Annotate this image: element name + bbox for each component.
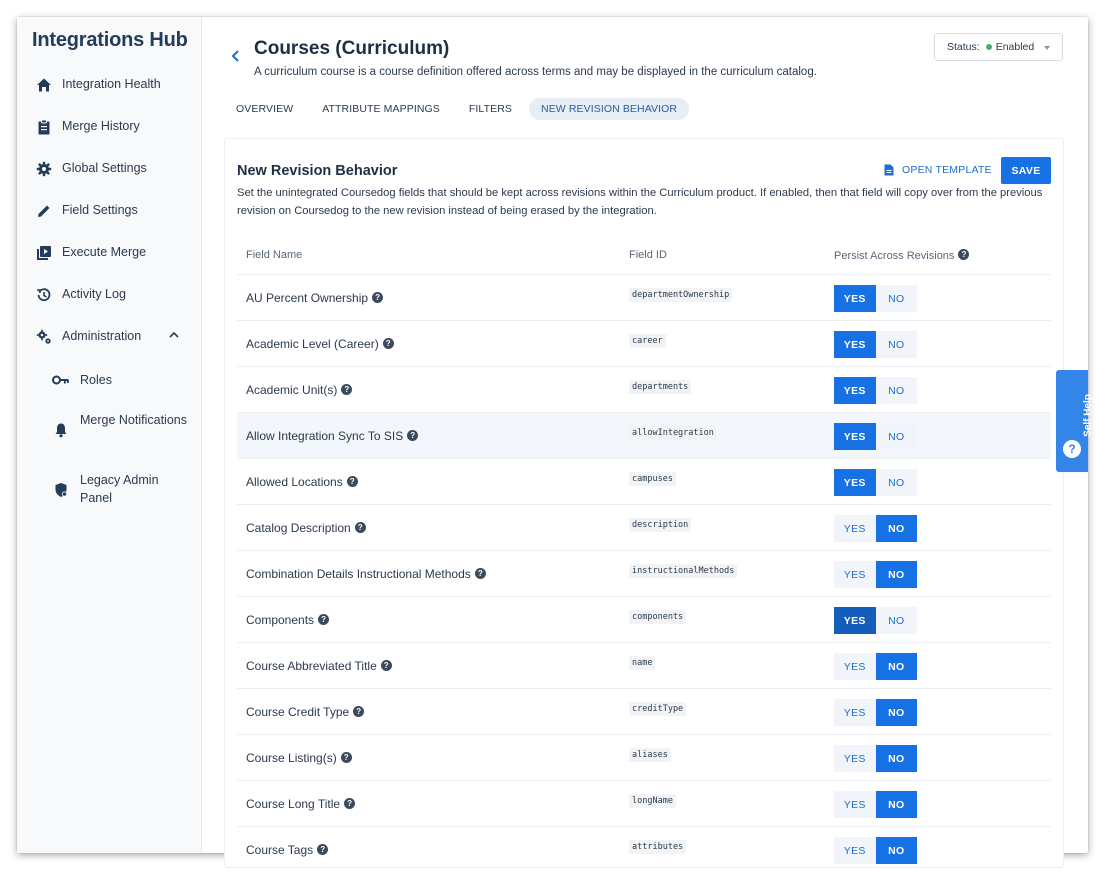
- field-name: [246, 705, 364, 719]
- no-button[interactable]: NO: [876, 791, 918, 818]
- help-icon[interactable]: ?: [475, 568, 486, 579]
- field-id: departments: [629, 380, 691, 394]
- persist-toggle: [834, 285, 917, 312]
- no-button[interactable]: NO: [876, 469, 918, 496]
- yes-button[interactable]: YES: [834, 423, 876, 450]
- sidebar-item-label: Legacy Admin Panel: [80, 473, 159, 505]
- no-button[interactable]: NO: [876, 699, 918, 726]
- field-name-label: Academic Unit(s): [246, 383, 338, 397]
- sidebar-item-label: Global Settings: [62, 161, 147, 175]
- help-icon[interactable]: ?: [318, 614, 329, 625]
- table-row: [237, 596, 1051, 642]
- persist-toggle: [834, 607, 917, 634]
- help-icon[interactable]: ?: [344, 798, 355, 809]
- back-arrow-icon[interactable]: [229, 49, 243, 63]
- field-name: [246, 613, 329, 627]
- field-name: [246, 475, 358, 489]
- column-header-persist: [834, 249, 969, 262]
- yes-button[interactable]: YES: [834, 653, 876, 680]
- sidebar-item-merge-history[interactable]: [17, 115, 202, 139]
- yes-button[interactable]: YES: [834, 791, 876, 818]
- help-icon[interactable]: ?: [372, 292, 383, 303]
- tab-filters[interactable]: FILTERS: [468, 103, 513, 115]
- field-id: components: [629, 610, 686, 624]
- key-icon: [52, 371, 70, 389]
- no-button[interactable]: NO: [876, 561, 918, 588]
- sidebar-item-label: Merge History: [62, 119, 140, 133]
- sidebar-item-merge-notifications[interactable]: [17, 411, 202, 451]
- field-id: aliases: [629, 748, 671, 762]
- help-icon[interactable]: ?: [383, 338, 394, 349]
- field-name-label: Course Abbreviated Title: [246, 659, 377, 673]
- help-icon[interactable]: ?: [407, 430, 418, 441]
- field-id: name: [629, 656, 655, 670]
- history-icon: [35, 286, 53, 304]
- help-icon[interactable]: ?: [317, 844, 328, 855]
- table-row: [237, 734, 1051, 780]
- status-label: Status:: [947, 41, 980, 53]
- field-id: career: [629, 334, 666, 348]
- page-subtitle: A curriculum course is a course definition offered across terms and may be displayed in the curriculum catalog.: [254, 66, 817, 78]
- yes-button[interactable]: YES: [834, 515, 876, 542]
- persist-toggle: [834, 745, 917, 772]
- no-button[interactable]: NO: [876, 377, 918, 404]
- persist-toggle: [834, 837, 917, 864]
- field-id: allowIntegration: [629, 426, 717, 440]
- sidebar-item-global-settings[interactable]: [17, 157, 202, 181]
- persist-toggle: [834, 423, 917, 450]
- home-icon: [35, 76, 53, 94]
- revision-behavior-panel: [224, 138, 1064, 868]
- field-name-label: Allowed Locations: [246, 475, 343, 489]
- help-icon[interactable]: ?: [341, 752, 352, 763]
- persist-toggle: [834, 515, 917, 542]
- sidebar-item-roles[interactable]: [17, 369, 202, 393]
- field-name-label: Allow Integration Sync To SIS: [246, 429, 404, 443]
- sidebar-item-field-settings[interactable]: [17, 199, 202, 223]
- table-row: [237, 458, 1051, 504]
- field-name-label: Course Listing(s): [246, 751, 337, 765]
- field-id: campuses: [629, 472, 676, 486]
- field-name-label: Course Long Title: [246, 797, 341, 811]
- panel-description: Set the unintegrated Coursedog fields that should be kept across revisions within the Curriculum product. If enabled, then that field will copy over from the previous revision on Coursedog to the new revision instead of being erased by the integration.: [237, 187, 1043, 217]
- table-row: [237, 688, 1051, 734]
- sidebar-item-label: Integration Health: [62, 77, 161, 91]
- yes-button[interactable]: YES: [834, 561, 876, 588]
- column-header-field-id: Field ID: [629, 249, 667, 261]
- yes-button[interactable]: YES: [834, 469, 876, 496]
- tab-bar: [224, 98, 694, 120]
- no-button[interactable]: NO: [876, 423, 918, 450]
- field-name: [246, 521, 366, 535]
- app-window: [17, 17, 1094, 857]
- table-row: [237, 366, 1051, 412]
- field-name: [246, 843, 328, 857]
- panel-title: New Revision Behavior: [237, 163, 398, 179]
- play-icon: [35, 244, 53, 262]
- field-name: [246, 567, 486, 581]
- tab-overview[interactable]: OVERVIEW: [236, 103, 294, 115]
- open-template-label: OPEN TEMPLATE: [902, 164, 992, 176]
- yes-button[interactable]: YES: [834, 745, 876, 772]
- question-icon: ?: [1063, 440, 1081, 458]
- field-id: attributes: [629, 840, 686, 854]
- status-value: Enabled: [995, 41, 1035, 53]
- status-dropdown[interactable]: [934, 33, 1063, 61]
- field-id: creditType: [629, 702, 686, 716]
- help-icon[interactable]: ?: [958, 249, 969, 260]
- persist-toggle: [834, 653, 917, 680]
- field-id: description: [629, 518, 691, 532]
- help-icon[interactable]: ?: [341, 384, 352, 395]
- app-brand: Integrations Hub: [32, 29, 188, 51]
- help-icon[interactable]: ?: [355, 522, 366, 533]
- persist-toggle: [834, 377, 917, 404]
- gear-icon: [35, 160, 53, 178]
- persist-toggle: [834, 331, 917, 358]
- field-name-label: AU Percent Ownership: [246, 291, 369, 305]
- field-name: [246, 429, 418, 443]
- sidebar-item-activity-log[interactable]: [17, 283, 202, 307]
- field-name-label: Combination Details Instructional Methods: [246, 567, 471, 581]
- table-row: [237, 642, 1051, 688]
- no-button[interactable]: NO: [876, 331, 918, 358]
- field-id: instructionalMethods: [629, 564, 737, 578]
- no-button[interactable]: NO: [876, 837, 918, 864]
- yes-button[interactable]: YES: [834, 607, 876, 634]
- field-name: [246, 291, 383, 305]
- sidebar-item-integration-health[interactable]: [17, 73, 202, 97]
- help-icon[interactable]: ?: [347, 476, 358, 487]
- status-dot-icon: [986, 44, 992, 50]
- field-name-label: Components: [246, 613, 315, 627]
- save-button[interactable]: SAVE: [1001, 157, 1051, 184]
- table-row: [237, 320, 1051, 366]
- no-button[interactable]: NO: [876, 285, 918, 312]
- table-row: [237, 274, 1051, 320]
- field-name: [246, 337, 394, 351]
- caret-down-icon: [1044, 46, 1050, 50]
- self-help-tab[interactable]: [1056, 370, 1094, 472]
- yes-button[interactable]: YES: [834, 331, 876, 358]
- field-name: [246, 797, 355, 811]
- sidebar-item-label: Administration: [62, 329, 142, 343]
- table-row: [237, 826, 1051, 872]
- no-button[interactable]: NO: [876, 745, 918, 772]
- field-id: departmentOwnership: [629, 288, 732, 302]
- clipboard-icon: [35, 118, 53, 136]
- sidebar-item-administration[interactable]: [17, 325, 202, 349]
- sidebar-item-label: Roles: [80, 373, 112, 387]
- page-title: Courses (Curriculum): [254, 38, 450, 59]
- chevron-up-icon: [167, 328, 181, 342]
- column-header-field-name: Field Name: [246, 249, 303, 261]
- document-icon: [884, 164, 894, 176]
- field-name: [246, 383, 352, 397]
- open-template-button[interactable]: [884, 164, 992, 176]
- field-name-label: Course Tags: [246, 843, 314, 857]
- persist-toggle: [834, 699, 917, 726]
- sidebar-item-legacy-admin-panel[interactable]: [17, 471, 202, 511]
- no-button[interactable]: NO: [876, 515, 918, 542]
- field-name: [246, 659, 392, 673]
- yes-button[interactable]: YES: [834, 699, 876, 726]
- field-name-label: Academic Level (Career): [246, 337, 379, 351]
- tab-attribute-mappings[interactable]: ATTRIBUTE MAPPINGS: [322, 103, 440, 115]
- help-icon[interactable]: ?: [381, 660, 392, 671]
- sidebar: [17, 17, 202, 853]
- yes-button[interactable]: YES: [834, 837, 876, 864]
- sidebar-item-label: Execute Merge: [62, 245, 147, 259]
- table-row: [237, 550, 1051, 596]
- yes-button[interactable]: YES: [834, 377, 876, 404]
- sidebar-item-label: Merge Notifications: [80, 413, 187, 427]
- no-button[interactable]: NO: [876, 653, 918, 680]
- help-icon[interactable]: ?: [353, 706, 364, 717]
- sidebar-item-execute-merge[interactable]: [17, 241, 202, 265]
- sidebar-item-label: Activity Log: [62, 287, 126, 301]
- sidebar-item-label: Field Settings: [62, 203, 138, 217]
- self-help-label: Self Help: [1082, 394, 1094, 437]
- persist-toggle: [834, 791, 917, 818]
- field-id: longName: [629, 794, 676, 808]
- table-row: [237, 780, 1051, 826]
- shield-icon: [52, 481, 70, 499]
- table-row: [237, 412, 1051, 458]
- column-header-persist-label: Persist Across Revisions: [834, 250, 955, 262]
- field-name-label: Catalog Description: [246, 521, 351, 535]
- pencil-icon: [35, 202, 53, 220]
- gears-icon: [35, 328, 53, 346]
- bell-icon: [52, 421, 70, 439]
- field-name-label: Course Credit Type: [246, 705, 350, 719]
- no-button[interactable]: NO: [876, 607, 918, 634]
- table-row: [237, 504, 1051, 550]
- persist-toggle: [834, 469, 917, 496]
- field-name: [246, 751, 352, 765]
- persist-toggle: [834, 561, 917, 588]
- yes-button[interactable]: YES: [834, 285, 876, 312]
- tab-new-revision-behavior[interactable]: NEW REVISION BEHAVIOR: [529, 98, 689, 120]
